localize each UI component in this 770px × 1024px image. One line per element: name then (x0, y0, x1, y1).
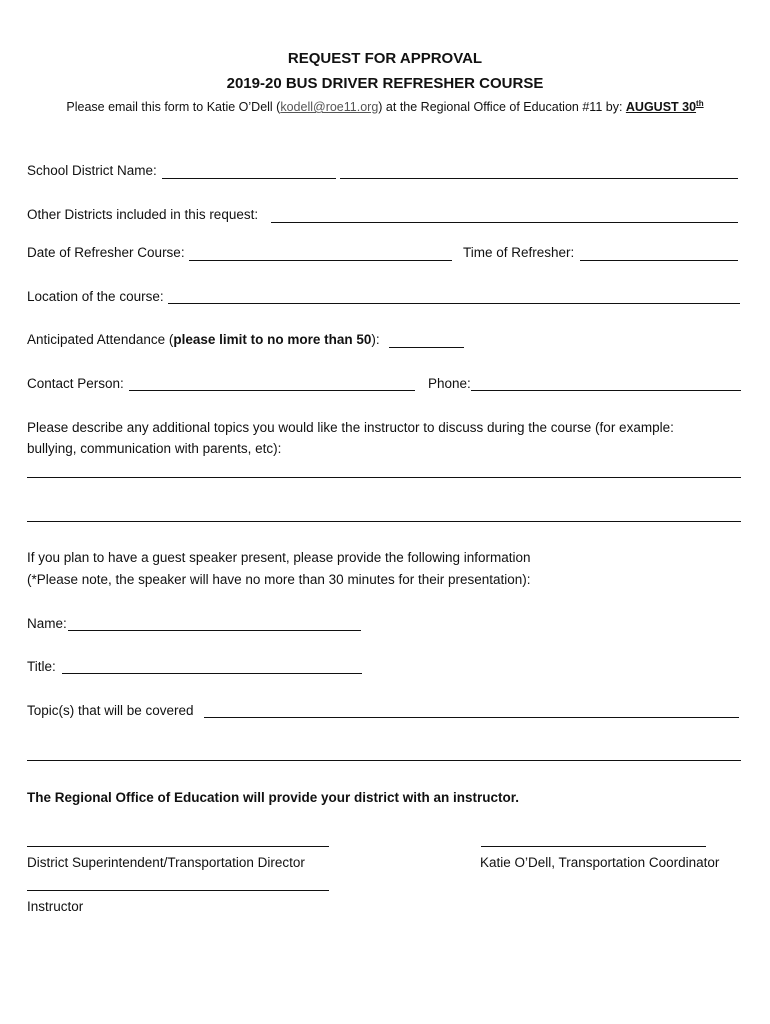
phone-field[interactable] (471, 390, 741, 391)
email-link[interactable]: kodell@roe11.org (280, 100, 379, 115)
deadline: AUGUST 30 (625, 100, 697, 115)
contact-person-field[interactable] (129, 390, 415, 391)
form-title: REQUEST FOR APPROVAL (287, 50, 483, 67)
speaker-topics-field[interactable] (204, 717, 739, 718)
form-subtitle: 2019-20 BUS DRIVER REFRESHER COURSE (226, 75, 544, 92)
instructor-notice: The Regional Office of Education will provide your district with an instructor. (27, 790, 520, 805)
instructor-signature-label: Instructor (27, 899, 84, 914)
instructions (0, 99, 770, 114)
topics-field-2[interactable] (27, 521, 741, 522)
school-district-field-2[interactable] (340, 178, 738, 179)
school-district-label: School District Name: (27, 163, 157, 178)
attendance-limit: please limit to no more than 50 (173, 332, 372, 347)
attendance-suffix: ): (371, 332, 380, 347)
speaker-topics-field-2[interactable] (27, 760, 741, 761)
phone-label: Phone: (428, 376, 471, 391)
speaker-prompt-line1: If you plan to have a guest speaker present, please provide the following information (27, 550, 531, 565)
contact-person-label: Contact Person: (27, 376, 124, 391)
other-districts-field[interactable] (271, 222, 738, 223)
speaker-name-label: Name: (27, 616, 67, 631)
topics-prompt-line2: bullying, communication with parents, etc): (27, 441, 282, 456)
date-course-label: Date of Refresher Course: (27, 245, 185, 260)
coordinator-signature-label: Katie O’Dell, Transportation Coordinator (480, 855, 720, 870)
speaker-prompt-line2: (*Please note, the speaker will have no more than 30 minutes for their presentation): (27, 572, 531, 587)
date-course-field[interactable] (189, 260, 452, 261)
location-field[interactable] (168, 303, 740, 304)
attendance-field[interactable] (389, 347, 464, 348)
instruction-mid: ) at the Regional Office of Education #11 by: (378, 100, 626, 115)
superintendent-signature-label: District Superintendent/Transportation Director (27, 855, 305, 870)
speaker-title-label: Title: (27, 659, 56, 674)
time-refresher-label: Time of Refresher: (463, 245, 575, 260)
instructor-signature-line[interactable] (27, 890, 329, 891)
topics-prompt-line1: Please describe any additional topics you would like the instructor to discuss during the course (for example: (27, 420, 674, 435)
attendance-prefix: Anticipated Attendance ( (27, 332, 174, 347)
superintendent-signature-line[interactable] (27, 846, 329, 847)
location-label: Location of the course: (27, 289, 164, 304)
coordinator-signature-line[interactable] (481, 846, 706, 847)
instruction-prefix: Please email this form to Katie O’Dell ( (66, 100, 281, 115)
school-district-field[interactable] (162, 178, 336, 179)
other-districts-label: Other Districts included in this request: (27, 207, 259, 222)
deadline-suffix: th (696, 99, 704, 108)
speaker-title-field[interactable] (62, 673, 362, 674)
speaker-name-field[interactable] (68, 630, 361, 631)
attendance-label (27, 332, 380, 347)
topics-field-1[interactable] (27, 477, 741, 478)
time-refresher-field[interactable] (580, 260, 738, 261)
speaker-topics-label: Topic(s) that will be covered (27, 703, 194, 718)
